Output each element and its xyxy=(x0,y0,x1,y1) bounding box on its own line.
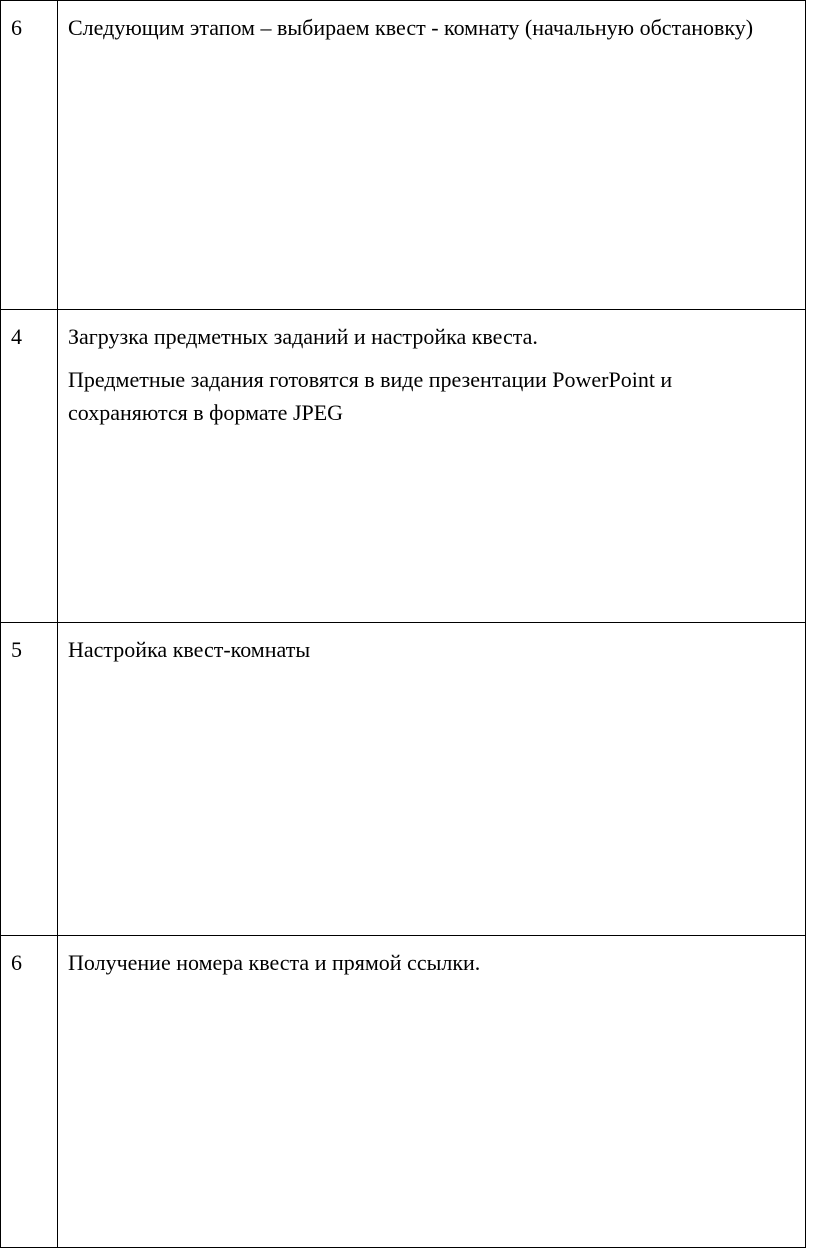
step-description-cell xyxy=(58,310,806,623)
step-number-cell xyxy=(1,936,58,1248)
step-description: Загрузка предметных заданий и настройка квеста. xyxy=(68,324,538,349)
table-row xyxy=(1,623,806,936)
step-number: 6 xyxy=(11,950,22,975)
step-number-cell xyxy=(1,310,58,623)
step-description: Настройка квест-комнаты xyxy=(68,637,311,662)
step-number-cell xyxy=(1,1,58,310)
step-description-cell xyxy=(58,936,806,1248)
table-row xyxy=(1,310,806,623)
step-description: Получение номера квеста и прямой ссылки. xyxy=(68,950,481,975)
step-description: Следующим этапом – выбираем квест - комнату (начальную обстановку) xyxy=(68,15,754,40)
step-description-cell xyxy=(58,1,806,310)
step-description-note: Предметные задания готовятся в виде презентации PowerPoint и сохраняются в формате JPEG xyxy=(68,367,673,425)
step-number: 4 xyxy=(11,324,22,349)
step-number: 5 xyxy=(11,637,22,662)
step-description-cell xyxy=(58,623,806,936)
table-row xyxy=(1,936,806,1248)
table-row xyxy=(1,1,806,310)
step-number: 6 xyxy=(11,15,22,40)
step-number-cell xyxy=(1,623,58,936)
